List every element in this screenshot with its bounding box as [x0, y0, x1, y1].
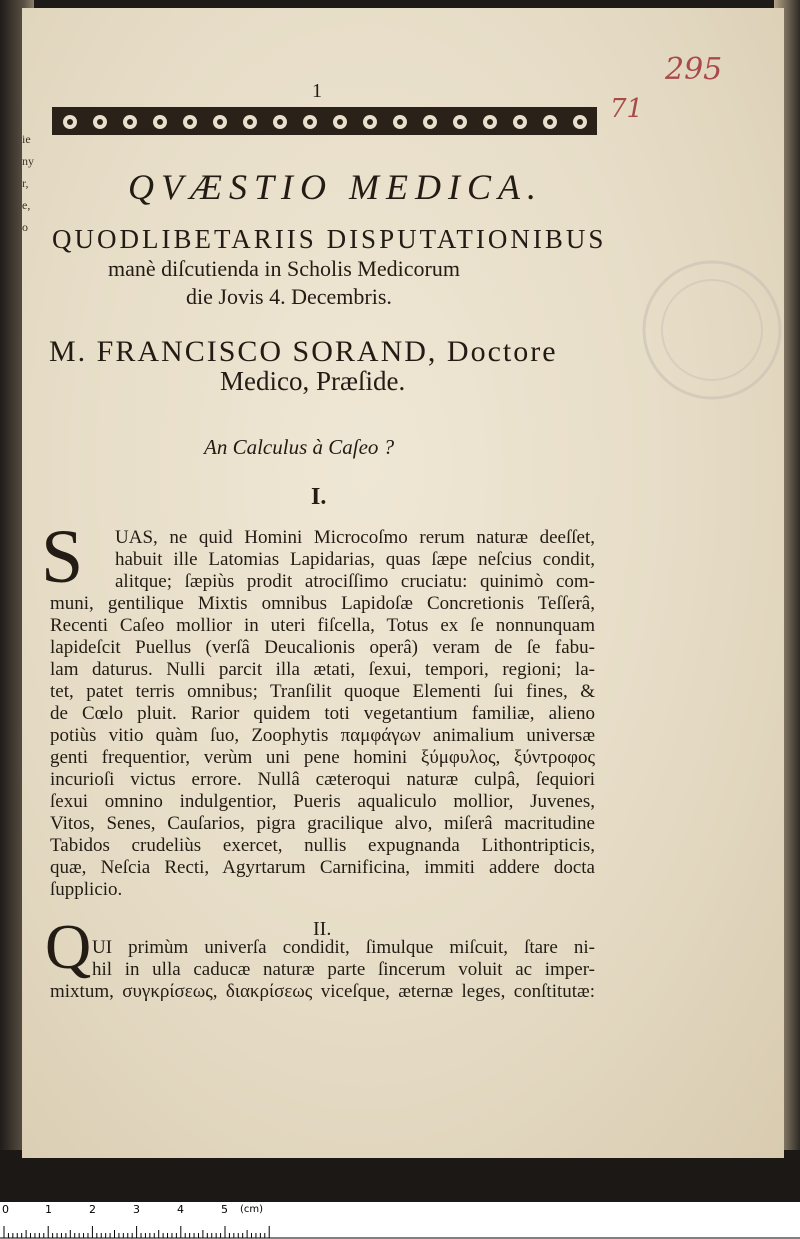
section-number-2: II.: [313, 918, 332, 940]
scale-label: 3: [133, 1203, 140, 1216]
scale-label: 5: [221, 1203, 228, 1216]
scale-label: 0: [2, 1203, 9, 1216]
body-text-line: de Cœlo pluit. Rarior quidem toti vegetantium familiæ, alieno: [50, 703, 595, 724]
question-subtitle: An Calculus à Caſeo ?: [204, 435, 395, 459]
body-text-line: potiùs vitio quàm ſuo, Zoophytis παμφάγων animalium universæ: [50, 725, 595, 746]
body-text-line: muni, gentilique Mixtis omnibus Lapidoſæ Concretionis Teſſerâ,: [50, 593, 595, 614]
scale-label: 4: [177, 1203, 184, 1216]
previous-page-bleed: ie ny r, e, o: [22, 132, 34, 234]
handwritten-number-second: 71: [610, 94, 644, 124]
scale-label: 2: [89, 1203, 96, 1216]
library-stamp: [622, 230, 782, 430]
body-text-line: hil in ulla caducæ naturæ parte ſincerum voluit ac imper-: [92, 959, 595, 980]
scale-ruler-ticks: [0, 1220, 800, 1239]
body-text-line: genti frequentior, verùm uni pene homini ξύμφυλος, ξύντροφος: [50, 747, 595, 768]
scale-label: 1: [45, 1203, 52, 1216]
page-number: 1: [312, 80, 322, 102]
praeses-line-2: Medico, Præſide.: [220, 366, 406, 396]
handwritten-number-top: 295: [665, 52, 723, 87]
questio-title: QVÆSTIO MEDICA.: [128, 167, 543, 207]
body-text-line: Vitos, Senes, Cauſarios, pigra gracilique alvo, miſerâ macritudine: [50, 813, 595, 834]
body-text-line: Tabidos crudeliùs exercet, nullis expugnanda Lithontripticis,: [50, 835, 595, 856]
heading-line-3: die Jovis 4. Decembris.: [186, 284, 392, 309]
ornamental-headpiece: [52, 107, 597, 137]
body-text-line: quæ, Neſcia Recti, Agyrtarum Carnificina, immiti addere docta: [50, 857, 595, 878]
body-text-line: tet, patet terris omnibus; Tranſilit quoque Elementi ſui fines, &: [50, 681, 595, 702]
heading-line-2: manè diſcutienda in Scholis Medicorum: [108, 256, 460, 281]
body-text-line: ſupplicio.: [50, 879, 123, 900]
body-text-line: Recenti Caſeo mollior in uteri fiſcella, Totus ex ſe nonnunquam: [50, 615, 595, 636]
body-text-line: alitque; ſæpiùs prodit atrociſſimo cruciatu: quinimò com-: [115, 571, 595, 592]
body-text-line: mixtum, συγκρίσεως, διακρίσεως viceſque, æternæ leges, conſtitutæ:: [50, 981, 595, 1002]
body-text-line: ſexui omnino indulgentior, Pueris aqualiculo mollior, Juvenes,: [50, 791, 595, 812]
praeses-line-1: M. FRANCISCO SORAND, Doctore: [49, 335, 558, 368]
body-text-line: UAS, ne quid Homini Microcoſmo rerum naturæ deeſſet,: [115, 527, 595, 548]
body-text-line: habuit ille Latomias Lapidarias, quas ſæpe neſcius condit,: [115, 549, 595, 570]
drop-cap-s: S: [41, 515, 84, 599]
measurement-scale: [0, 1202, 800, 1239]
section-number-1: I.: [311, 484, 327, 510]
body-text-line: incurioſi victus errore. Nullâ cæteroqui naturæ culpâ, ſequiori: [50, 769, 595, 790]
body-text-line: lapideſcit Puellus (verſâ Deucalionis operâ) veram de ſe fabu-: [50, 637, 595, 658]
heading-line-1: QUODLIBETARIIS DISPUTATIONIBUS: [52, 224, 607, 254]
drop-cap-q: Q: [45, 911, 92, 982]
body-text-line: UI primùm univerſa condidit, ſimulque miſcuit, ſtare ni-: [92, 937, 595, 958]
scale-unit: (cm): [240, 1204, 264, 1215]
body-text-line: lam daturus. Nulli parcit illa ætati, ſexui, tempori, regioni; la-: [50, 659, 595, 680]
